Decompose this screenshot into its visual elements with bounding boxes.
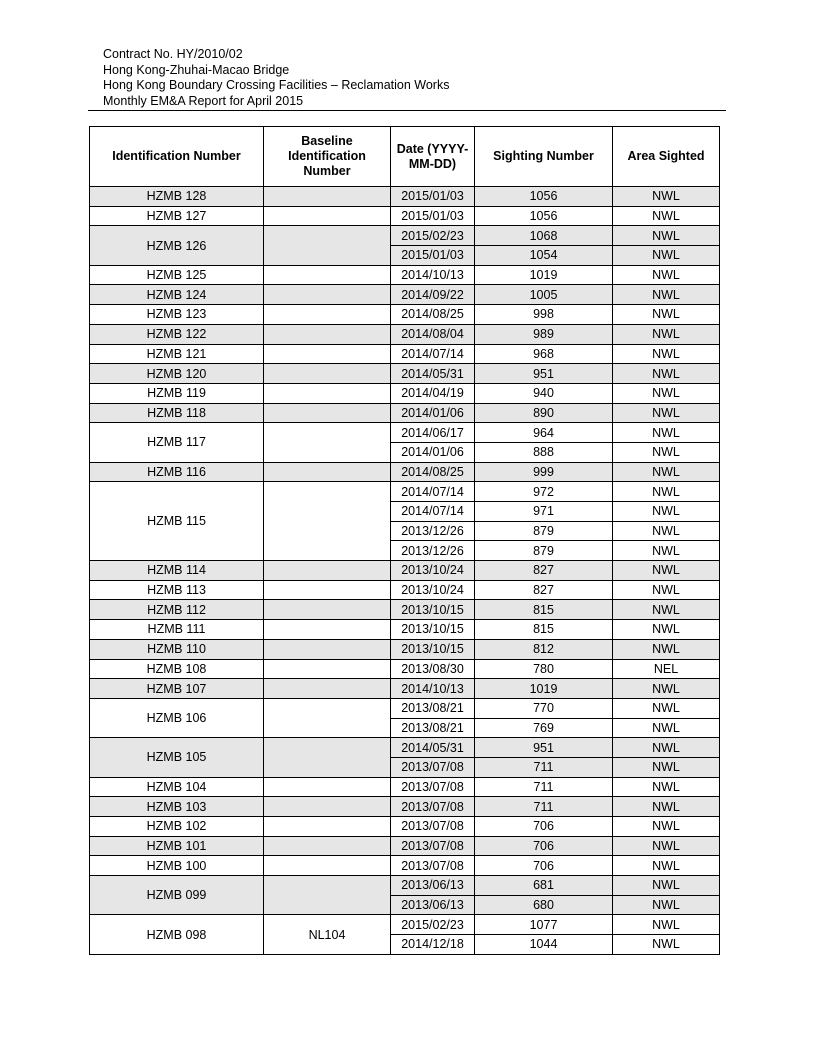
identification-number-cell: HZMB 114 [90,561,264,581]
sighting-number-cell: 1019 [475,265,613,285]
area-sighted-cell: NWL [613,817,720,837]
baseline-identification-cell [264,305,391,325]
sighting-number-cell: 815 [475,600,613,620]
identification-number-cell: HZMB 124 [90,285,264,305]
area-sighted-cell: NWL [613,502,720,522]
area-sighted-cell: NWL [613,226,720,246]
sighting-number-cell: 879 [475,541,613,561]
sighting-number-cell: 827 [475,561,613,581]
identification-number-cell: HZMB 123 [90,305,264,325]
date-cell: 2014/07/14 [391,482,475,502]
sighting-number-cell: 879 [475,521,613,541]
date-cell: 2013/08/21 [391,718,475,738]
table-row [90,187,720,207]
area-sighted-cell: NWL [613,383,720,403]
baseline-identification-cell [264,383,391,403]
area-sighted-cell: NEL [613,659,720,679]
sighting-number-cell: 680 [475,895,613,915]
sighting-number-cell: 706 [475,856,613,876]
table-row [90,797,720,817]
sighting-number-cell: 827 [475,580,613,600]
date-cell: 2014/01/06 [391,442,475,462]
date-cell: 2015/02/23 [391,226,475,246]
sighting-number-cell: 972 [475,482,613,502]
area-sighted-cell: NWL [613,797,720,817]
date-cell: 2013/10/15 [391,620,475,640]
date-cell: 2013/12/26 [391,521,475,541]
table-row [90,423,720,443]
date-cell: 2013/07/08 [391,777,475,797]
area-sighted-cell: NWL [613,265,720,285]
area-sighted-cell: NWL [613,403,720,423]
date-cell: 2014/10/13 [391,679,475,699]
date-cell: 2014/05/31 [391,364,475,384]
table-body [90,187,720,955]
contract-number: Contract No. HY/2010/02 [103,47,243,61]
identification-number-cell: HZMB 100 [90,856,264,876]
area-sighted-cell: NWL [613,600,720,620]
area-sighted-cell: NWL [613,895,720,915]
baseline-identification-cell [264,561,391,581]
identification-number-cell: HZMB 106 [90,698,264,737]
sighting-number-cell: 706 [475,836,613,856]
table-row [90,659,720,679]
identification-number-cell: HZMB 127 [90,206,264,226]
table-row [90,324,720,344]
table-row [90,876,720,896]
date-cell: 2013/10/15 [391,639,475,659]
date-cell: 2013/10/24 [391,580,475,600]
identification-number-cell: HZMB 104 [90,777,264,797]
sighting-number-cell: 770 [475,698,613,718]
identification-number-cell: HZMB 120 [90,364,264,384]
sighting-number-cell: 1019 [475,679,613,699]
identification-number-cell: HZMB 101 [90,836,264,856]
sighting-number-cell: 964 [475,423,613,443]
date-cell: 2014/12/18 [391,935,475,955]
table-row [90,639,720,659]
sighting-number-cell: 1054 [475,246,613,266]
date-cell: 2013/12/26 [391,541,475,561]
area-sighted-cell: NWL [613,305,720,325]
header-divider [88,110,726,111]
works-name: Hong Kong Boundary Crossing Facilities – Reclamation Works [103,78,450,92]
sighting-number-cell: 968 [475,344,613,364]
sighting-number-cell: 815 [475,620,613,640]
baseline-identification-cell [264,856,391,876]
sighting-number-cell: 681 [475,876,613,896]
date-cell: 2014/05/31 [391,738,475,758]
area-sighted-cell: NWL [613,757,720,777]
area-sighted-cell: NWL [613,364,720,384]
area-sighted-cell: NWL [613,580,720,600]
baseline-identification-cell [264,580,391,600]
sighting-number-cell: 999 [475,462,613,482]
sighting-number-cell: 951 [475,738,613,758]
sighting-number-cell: 1068 [475,226,613,246]
area-sighted-cell: NWL [613,738,720,758]
identification-number-cell: HZMB 122 [90,324,264,344]
sighting-number-cell: 1077 [475,915,613,935]
col-baseline-identification-number: Baseline Identification Number [264,127,391,187]
area-sighted-cell: NWL [613,836,720,856]
area-sighted-cell: NWL [613,856,720,876]
baseline-identification-cell [264,817,391,837]
col-date: Date (YYYY-MM-DD) [391,127,475,187]
sighting-number-cell: 971 [475,502,613,522]
area-sighted-cell: NWL [613,324,720,344]
identification-number-cell: HZMB 103 [90,797,264,817]
area-sighted-cell: NWL [613,442,720,462]
table-row [90,600,720,620]
baseline-identification-cell [264,797,391,817]
identification-number-cell: HZMB 125 [90,265,264,285]
date-cell: 2014/07/14 [391,344,475,364]
identification-number-cell: HZMB 099 [90,876,264,915]
sighting-number-cell: 940 [475,383,613,403]
table-row [90,620,720,640]
baseline-identification-cell [264,679,391,699]
sighting-number-cell: 812 [475,639,613,659]
area-sighted-cell: NWL [613,718,720,738]
baseline-identification-cell [264,364,391,384]
table-header-row [90,127,720,187]
date-cell: 2013/06/13 [391,895,475,915]
date-cell: 2013/10/15 [391,600,475,620]
area-sighted-cell: NWL [613,462,720,482]
table-row [90,206,720,226]
sighting-number-cell: 780 [475,659,613,679]
identification-number-cell: HZMB 126 [90,226,264,265]
date-cell: 2013/07/08 [391,817,475,837]
baseline-identification-cell [264,462,391,482]
date-cell: 2013/07/08 [391,856,475,876]
sighting-number-cell: 711 [475,757,613,777]
area-sighted-cell: NWL [613,935,720,955]
identification-number-cell: HZMB 102 [90,817,264,837]
table-row [90,738,720,758]
sightings-table [89,126,720,955]
date-cell: 2014/07/14 [391,502,475,522]
table-row [90,817,720,837]
baseline-identification-cell [264,206,391,226]
sighting-number-cell: 890 [475,403,613,423]
area-sighted-cell: NWL [613,187,720,207]
baseline-identification-cell [264,265,391,285]
baseline-identification-cell [264,659,391,679]
col-sighting-number: Sighting Number [475,127,613,187]
identification-number-cell: HZMB 098 [90,915,264,954]
table-row [90,403,720,423]
identification-number-cell: HZMB 108 [90,659,264,679]
area-sighted-cell: NWL [613,521,720,541]
identification-number-cell: HZMB 119 [90,383,264,403]
table-row [90,561,720,581]
identification-number-cell: HZMB 128 [90,187,264,207]
table-row [90,364,720,384]
area-sighted-cell: NWL [613,620,720,640]
area-sighted-cell: NWL [613,246,720,266]
identification-number-cell: HZMB 113 [90,580,264,600]
area-sighted-cell: NWL [613,639,720,659]
area-sighted-cell: NWL [613,344,720,364]
table-row [90,383,720,403]
identification-number-cell: HZMB 107 [90,679,264,699]
date-cell: 2015/01/03 [391,187,475,207]
report-header [103,47,449,109]
date-cell: 2013/07/08 [391,757,475,777]
baseline-identification-cell [264,285,391,305]
table-row [90,265,720,285]
date-cell: 2015/02/23 [391,915,475,935]
baseline-identification-cell [264,226,391,265]
sighting-number-cell: 951 [475,364,613,384]
date-cell: 2013/08/30 [391,659,475,679]
identification-number-cell: HZMB 111 [90,620,264,640]
area-sighted-cell: NWL [613,206,720,226]
baseline-identification-cell [264,698,391,737]
baseline-identification-cell: NL104 [264,915,391,954]
baseline-identification-cell [264,423,391,462]
area-sighted-cell: NWL [613,777,720,797]
baseline-identification-cell [264,187,391,207]
sighting-number-cell: 711 [475,797,613,817]
table-row [90,679,720,699]
col-area-sighted: Area Sighted [613,127,720,187]
date-cell: 2014/08/04 [391,324,475,344]
date-cell: 2014/08/25 [391,462,475,482]
area-sighted-cell: NWL [613,423,720,443]
table-row [90,226,720,246]
area-sighted-cell: NWL [613,679,720,699]
table-row [90,777,720,797]
table-row [90,580,720,600]
area-sighted-cell: NWL [613,876,720,896]
identification-number-cell: HZMB 121 [90,344,264,364]
report-title: Monthly EM&A Report for April 2015 [103,93,304,108]
sighting-number-cell: 1056 [475,187,613,207]
sighting-number-cell: 888 [475,442,613,462]
date-cell: 2013/08/21 [391,698,475,718]
identification-number-cell: HZMB 110 [90,639,264,659]
project-name: Hong Kong-Zhuhai-Macao Bridge [103,62,290,77]
area-sighted-cell: NWL [613,285,720,305]
date-cell: 2013/07/08 [391,836,475,856]
identification-number-cell: HZMB 105 [90,738,264,777]
baseline-identification-cell [264,876,391,915]
sighting-number-cell: 998 [475,305,613,325]
baseline-identification-cell [264,738,391,777]
date-cell: 2013/06/13 [391,876,475,896]
baseline-identification-cell [264,482,391,561]
baseline-identification-cell [264,344,391,364]
baseline-identification-cell [264,777,391,797]
identification-number-cell: HZMB 112 [90,600,264,620]
date-cell: 2014/08/25 [391,305,475,325]
sighting-number-cell: 1044 [475,935,613,955]
sighting-number-cell: 706 [475,817,613,837]
table-row [90,856,720,876]
table-row [90,305,720,325]
date-cell: 2014/06/17 [391,423,475,443]
area-sighted-cell: NWL [613,698,720,718]
date-cell: 2015/01/03 [391,206,475,226]
table-row [90,915,720,935]
baseline-identification-cell [264,403,391,423]
table-row [90,482,720,502]
baseline-identification-cell [264,324,391,344]
baseline-identification-cell [264,600,391,620]
date-cell: 2013/07/08 [391,797,475,817]
table-row [90,344,720,364]
date-cell: 2013/10/24 [391,561,475,581]
date-cell: 2014/01/06 [391,403,475,423]
date-cell: 2014/04/19 [391,383,475,403]
date-cell: 2014/10/13 [391,265,475,285]
date-cell: 2015/01/03 [391,246,475,266]
table-row [90,836,720,856]
identification-number-cell: HZMB 115 [90,482,264,561]
date-cell: 2014/09/22 [391,285,475,305]
sighting-number-cell: 1056 [475,206,613,226]
table-row [90,285,720,305]
identification-number-cell: HZMB 116 [90,462,264,482]
sighting-number-cell: 1005 [475,285,613,305]
sighting-number-cell: 769 [475,718,613,738]
col-identification-number: Identification Number [90,127,264,187]
area-sighted-cell: NWL [613,541,720,561]
table-row [90,698,720,718]
area-sighted-cell: NWL [613,561,720,581]
sighting-number-cell: 711 [475,777,613,797]
identification-number-cell: HZMB 118 [90,403,264,423]
area-sighted-cell: NWL [613,915,720,935]
sighting-number-cell: 989 [475,324,613,344]
identification-number-cell: HZMB 117 [90,423,264,462]
baseline-identification-cell [264,639,391,659]
table-row [90,462,720,482]
baseline-identification-cell [264,836,391,856]
area-sighted-cell: NWL [613,482,720,502]
baseline-identification-cell [264,620,391,640]
